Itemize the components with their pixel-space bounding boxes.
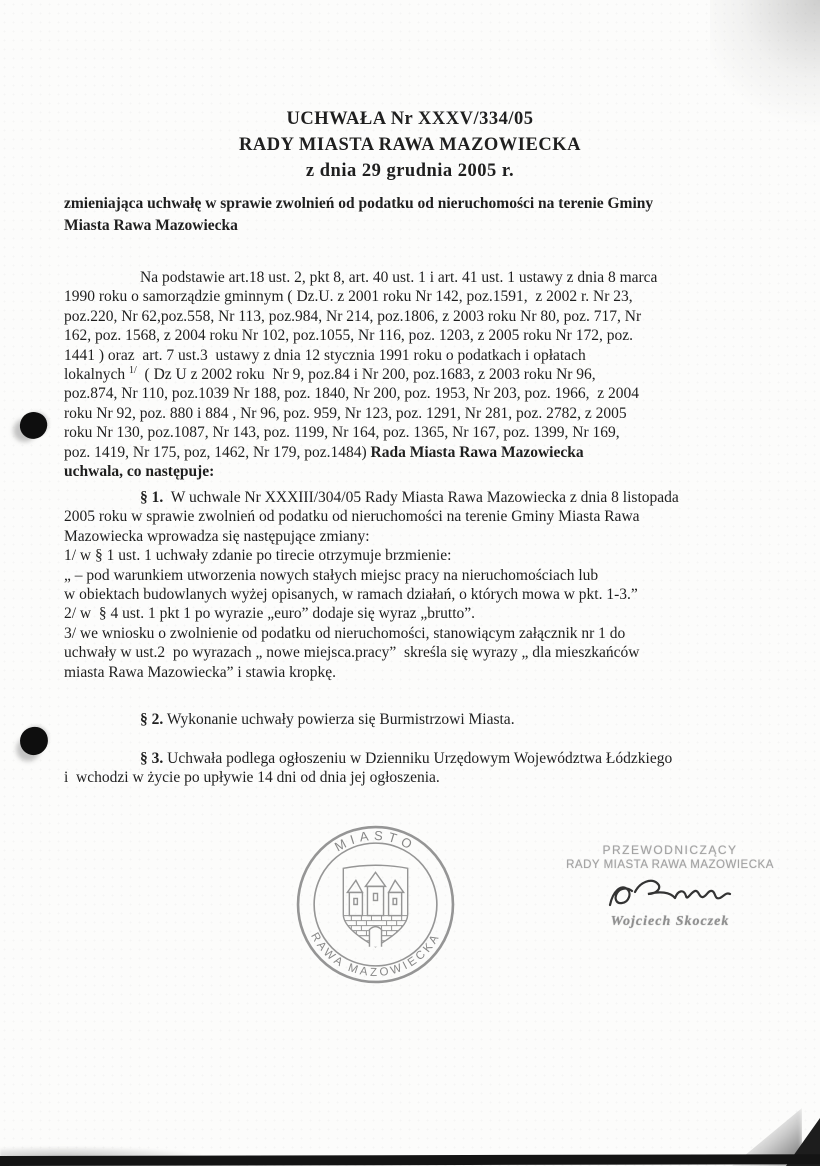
text-segment: „ – pod warunkiem utworzenia nowych stałych miejsc pracy na nieruchomościach lub bbox=[64, 566, 599, 584]
seal-bottom-label: RAWA MAZOWIECKA bbox=[308, 930, 443, 980]
text-segment: lokalnych bbox=[64, 366, 129, 384]
left-tower-window bbox=[354, 898, 358, 904]
preamble-paragraph bbox=[64, 268, 764, 481]
seal-top-label: MIASTO bbox=[332, 827, 420, 855]
text-line bbox=[64, 365, 764, 384]
title-line-council: RADY MIASTA RAWA MAZOWIECKA bbox=[239, 135, 581, 155]
title-line-number: UCHWAŁA Nr XXXV/334/05 bbox=[286, 109, 534, 129]
text-segment: Wykonanie uchwały powierza się Burmistrzowi Miasta. bbox=[163, 711, 515, 728]
text-line bbox=[64, 527, 764, 546]
text-segment: zmieniająca uchwałę w sprawie zwolnień od podatku od nieruchomości na terenie Gminy bbox=[64, 195, 654, 212]
text-segment: poz. 1419, Nr 175, poz, 1462, Nr 179, poz.1484) bbox=[64, 443, 371, 461]
text-line bbox=[64, 287, 764, 306]
signer-council-line: RADY MIASTA RAWA MAZOWIECKA bbox=[566, 859, 774, 871]
text-segment: i wchodzi w życie po upływie 14 dni od dnia jej ogłoszenia. bbox=[64, 769, 440, 787]
section-3-paragraph bbox=[64, 749, 764, 788]
text-segment: Na podstawie art.18 ust. 2, pkt 8, art. 40 ust. 1 i art. 41 ust. 1 ustawy z dnia 8 marca bbox=[140, 269, 658, 286]
text-segment: Rada Miasta Rawa Mazowiecka bbox=[370, 443, 584, 461]
hole-punch-mark-lower bbox=[18, 725, 50, 757]
text-line bbox=[64, 643, 764, 662]
text-line bbox=[64, 585, 764, 604]
text-line bbox=[64, 346, 764, 365]
right-tower-roof bbox=[389, 880, 404, 892]
section-2-paragraph bbox=[64, 710, 764, 729]
scan-edge-bar bbox=[0, 1154, 820, 1166]
document-subject bbox=[64, 193, 764, 237]
text-segment: § 3. bbox=[140, 750, 164, 767]
hole-punch-mark-upper bbox=[17, 409, 50, 442]
gate bbox=[369, 927, 381, 947]
center-tower-roof bbox=[365, 872, 385, 886]
text-segment: Miasta Rawa Mazowiecka bbox=[64, 217, 238, 234]
text-line bbox=[64, 326, 764, 345]
text-line bbox=[64, 710, 764, 729]
text-line bbox=[64, 624, 764, 643]
text-segment: 2005 roku w sprawie zwolnień od podatku od nieruchomości na terenie Gminy Miasta Rawa bbox=[64, 508, 640, 526]
text-segment: poz.874, Nr 110, poz.1039 Nr 188, poz. 1840, Nr 200, poz. 1953, Nr 203, poz. 1966, z 2004 bbox=[64, 385, 639, 403]
text-line bbox=[64, 423, 764, 442]
text-line bbox=[64, 268, 764, 287]
text-segment: poz.220, Nr 62,poz.558, Nr 113, poz.984, Nr 214, poz.1806, z 2003 roku Nr 80, poz. 717, Nr bbox=[64, 307, 642, 325]
text-segment: Mazowiecka wprowadza się następujące zmiany: bbox=[64, 527, 370, 545]
signer-role-line: PRZEWODNICZĄCY bbox=[602, 843, 738, 857]
text-segment: miasta Rawa Mazowiecka” i stawia kropkę. bbox=[64, 663, 337, 681]
title-line-date: z dnia 29 grudnia 2005 r. bbox=[305, 161, 515, 181]
text-line bbox=[64, 462, 764, 481]
text-line bbox=[64, 749, 764, 768]
document-title bbox=[0, 106, 820, 184]
text-segment: uchwały w ust.2 po wyrazach „ nowe miejsca.pracy” skreśla się wyrazy „ dla mieszkańców bbox=[64, 644, 640, 662]
text-line bbox=[64, 384, 764, 403]
text-segment: roku Nr 130, poz.1087, Nr 143, poz. 1199, Nr 164, poz. 1365, Nr 167, poz. 1399, Nr 169, bbox=[64, 424, 620, 442]
section-1-paragraph bbox=[64, 488, 764, 682]
text-line bbox=[64, 546, 764, 565]
text-segment: Uchwała podlega ogłoszeniu w Dzienniku Urzędowym Województwa Łódzkiego bbox=[163, 750, 673, 767]
text-segment: 2/ w § 4 ust. 1 pkt 1 po wyrazie „euro” dodaje się wyraz „brutto”. bbox=[64, 605, 476, 623]
text-segment: 1/ w § 1 ust. 1 uchwały zdanie po tirecie otrzymuje brzmienie: bbox=[64, 547, 452, 565]
text-segment: uchwala, co następuje: bbox=[64, 463, 215, 481]
text-line bbox=[64, 768, 764, 787]
text-line bbox=[64, 566, 764, 585]
text-line bbox=[64, 215, 764, 237]
svg-text:MIASTO bbox=[332, 828, 419, 855]
text-segment: § 1. bbox=[140, 489, 164, 506]
right-tower-window bbox=[393, 898, 397, 904]
center-tower-window bbox=[373, 893, 377, 900]
text-segment: 3/ we wniosku o zwolnienie od podatku od nieruchomości, stanowiącym załącznik nr 1 do bbox=[64, 624, 626, 642]
text-line bbox=[64, 663, 764, 682]
handwritten-signature bbox=[604, 877, 736, 913]
text-segment: ( Dz U z 2002 roku Nr 9, poz.84 i Nr 200, poz.1683, z 2003 roku Nr 96, bbox=[136, 366, 596, 384]
text-segment: roku Nr 92, poz. 880 i 884 , Nr 96, poz. 959, Nr 123, poz. 1291, Nr 281, poz. 2782, z 2005 bbox=[64, 404, 627, 422]
text-segment: 1990 roku o samorządzie gminnym ( Dz.U. z 2001 roku Nr 142, poz.1591, z 2002 r. Nr 23, bbox=[64, 288, 633, 306]
text-line bbox=[64, 307, 764, 326]
text-segment: § 2. bbox=[140, 711, 164, 728]
signer-name: Wojciech Skoczek bbox=[610, 914, 730, 929]
coat-of-arms bbox=[343, 865, 407, 946]
text-line bbox=[64, 507, 764, 526]
footnote-marker: 1/ bbox=[129, 364, 137, 376]
seal-rings bbox=[298, 827, 453, 982]
text-segment: W uchwale Nr XXXIII/304/05 Rady Miasta Rawa Mazowiecka z dnia 8 listopada bbox=[163, 489, 679, 506]
text-line bbox=[64, 443, 764, 462]
text-segment: 1441 ) oraz art. 7 ust.3 ustawy z dnia 12 stycznia 1991 roku o podatkach i opłatach bbox=[64, 346, 586, 364]
text-line bbox=[64, 193, 764, 215]
text-line bbox=[64, 404, 764, 423]
text-line bbox=[64, 604, 764, 623]
city-seal-stamp bbox=[293, 822, 458, 987]
text-segment: 162, poz. 1568, z 2004 roku Nr 102, poz.1055, Nr 116, poz. 1203, z 2005 roku Nr 172, poz. bbox=[64, 327, 633, 345]
left-tower-roof bbox=[347, 880, 362, 892]
text-segment: w obiektach budowlanych wyżej opisanych, w ramach działań, o których mowa w pkt. 1-3.” bbox=[64, 586, 638, 604]
signature-block bbox=[540, 843, 800, 930]
text-line bbox=[64, 488, 764, 507]
